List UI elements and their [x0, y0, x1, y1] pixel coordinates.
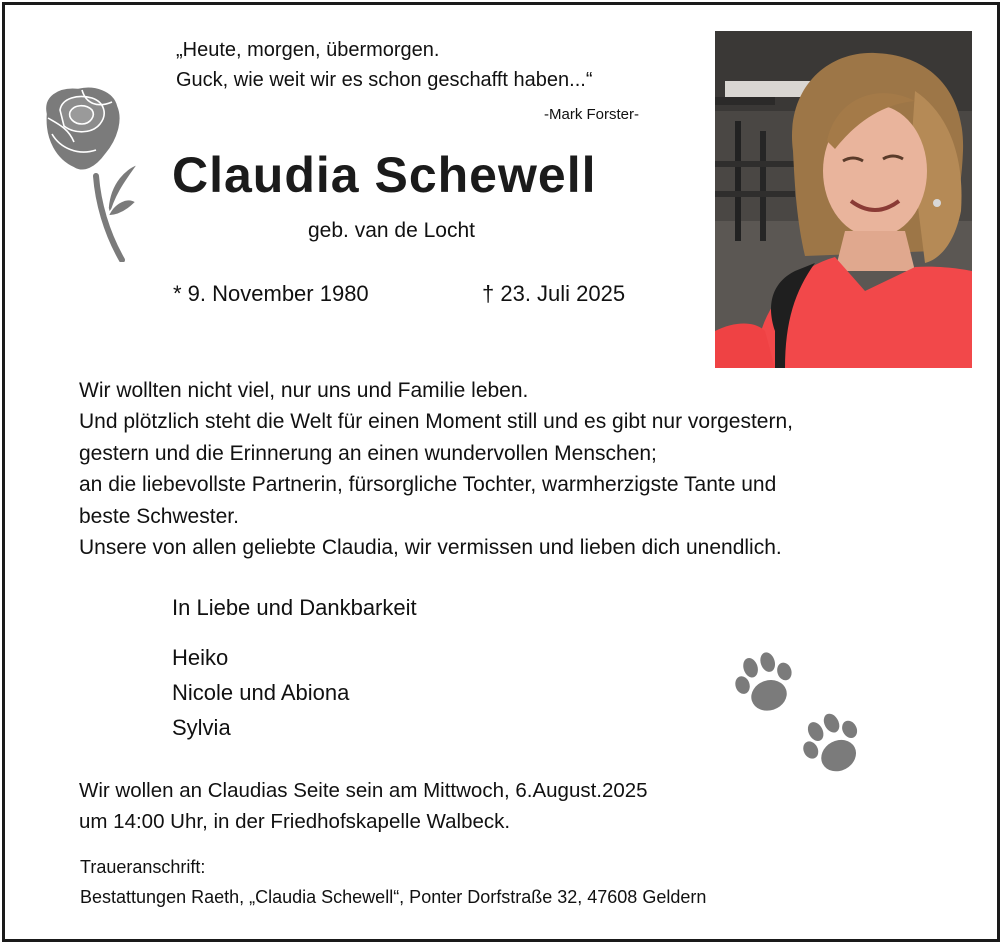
- portrait-photo: [715, 31, 972, 368]
- mourner-2: Nicole und Abiona: [172, 680, 350, 705]
- message-line-6: Unsere von allen geliebte Claudia, wir vermissen und lieben dich unendlich.: [79, 536, 782, 559]
- address-value: Bestattungen Raeth, „Claudia Schewell“, Ponter Dorfstraße 32, 47608 Geldern: [80, 887, 707, 907]
- closing-line: In Liebe und Dankbarkeit: [172, 595, 417, 620]
- funeral-line-1: Wir wollen an Claudias Seite sein am Mittwoch, 6.August.2025: [79, 779, 648, 802]
- mourner-3: Sylvia: [172, 715, 231, 740]
- address-label: Traueranschrift:: [80, 857, 206, 877]
- message-line-5: beste Schwester.: [79, 505, 239, 528]
- paw-print-icon: [733, 650, 797, 716]
- funeral-line-2: um 14:00 Uhr, in der Friedhofskapelle Walbeck.: [79, 810, 511, 833]
- message-line-3: gestern und die Erinnerung an einen wundervollen Menschen;: [79, 442, 657, 465]
- mourner-1: Heiko: [172, 645, 229, 670]
- death-date: † 23. Juli 2025: [482, 281, 626, 306]
- birth-date: * 9. November 1980: [173, 281, 369, 306]
- paw-print-icon: [799, 713, 867, 777]
- quote-line-1: „Heute, morgen, übermorgen.: [176, 39, 440, 61]
- rose-icon: [38, 84, 140, 262]
- quote-author: -Mark Forster-: [544, 106, 639, 123]
- deceased-name: Claudia Schewell: [172, 147, 597, 203]
- maiden-name: geb. van de Locht: [308, 219, 475, 242]
- quote-line-2: Guck, wie weit wir es schon geschafft haben...“: [176, 69, 593, 91]
- message-line-4: an die liebevollste Partnerin, fürsorgliche Tochter, warmherzigste Tante und: [79, 473, 777, 496]
- message-line-2: Und plötzlich steht die Welt für einen Moment still und es gibt nur vorgestern,: [79, 410, 793, 433]
- message-line-1: Wir wollten nicht viel, nur uns und Familie leben.: [79, 379, 529, 402]
